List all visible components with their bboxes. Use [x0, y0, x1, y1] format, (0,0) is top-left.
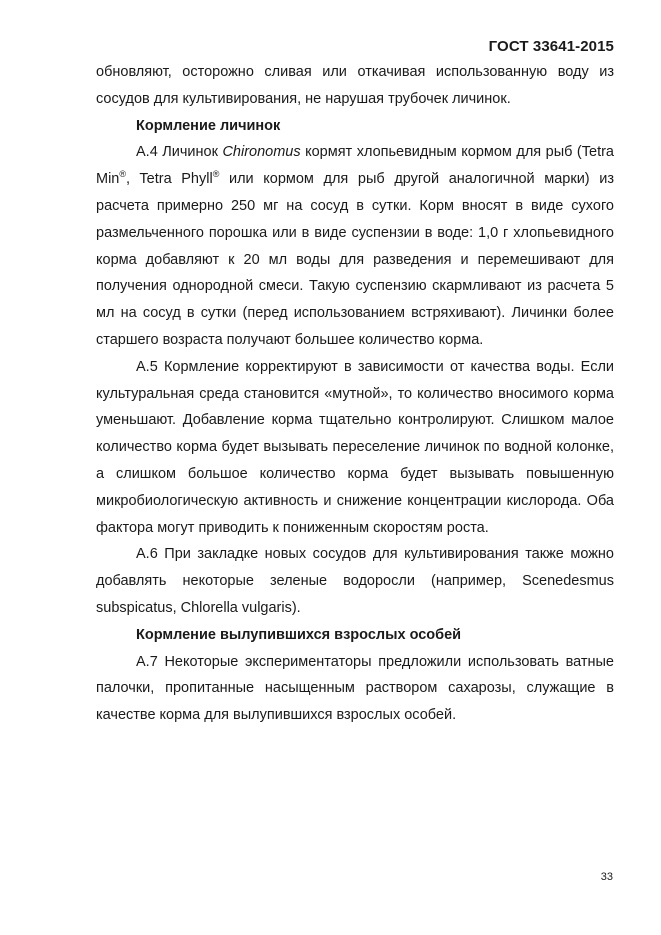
section-heading-larvae-feeding: Кормление личинок: [136, 117, 281, 134]
continuation-paragraph: обновляют, осторожно сливая или откачивая использованную воду из сосудов для культивирования, не нарушая трубочек личинок.: [96, 64, 614, 107]
a4-species: Chironomus: [222, 144, 301, 161]
page-number: 33: [600, 871, 613, 883]
a4-text-4: или кормом для рыб другой аналогичной марки) из расчета примерно 250 мг на сосуд в сутки. Корм вносят в виде сухого размельченного порошка или в виде суспензии в воде: 1,0 г хлопьевидного корма добавляют к 20 мл воды для разведения и перемешивают для получения однородной смеси. Такую суспензию скармливают из расчета 5 мл на сосуд в сутки (перед использованием встряхивают). Личинки более старшего возраста получают большее количество корма.: [96, 171, 614, 348]
paragraph-a5: А.5 Кормление корректируют в зависимости от качества воды. Если культуральная среда становится «мутной», то количество вносимого корма уменьшают. Добавление корма тщательно контролируют. Слишком малое количество корма будет вызывать переселение личинок по водной колонке, а слишком большое количество корма будет вызывать повышенную микробиологическую активность и снижение концентрации кислорода. Оба фактора могут приводить к пониженным скоростям роста.: [96, 358, 614, 536]
a4-text-2: кормят хлопьевидным кормом для рыб (Tetra Min: [96, 144, 614, 188]
registered-mark: ®: [212, 169, 220, 180]
paragraph-a6: А.6 При закладке новых сосудов для культивирования также можно добавлять некоторые зеленые водоросли (например, Scenedesmus subspicatus, Chlorella vulgaris).: [96, 546, 614, 616]
paragraph-a4: [96, 139, 614, 353]
page-body: [96, 59, 614, 729]
a4-text-3: , Tetra Phyll: [126, 171, 213, 188]
document-code: ГОСТ 33641-2015: [488, 38, 614, 55]
registered-mark: ®: [119, 169, 127, 180]
a4-text-1: А.4 Личинок: [136, 144, 223, 161]
paragraph-a7: А.7 Некоторые экспериментаторы предложили использовать ватные палочки, пропитанные насыщенным раствором сахарозы, служащие в качестве корма для вылупившихся взрослых особей.: [96, 653, 614, 724]
section-heading-adult-feeding: Кормление вылупившихся взрослых особей: [136, 626, 462, 643]
